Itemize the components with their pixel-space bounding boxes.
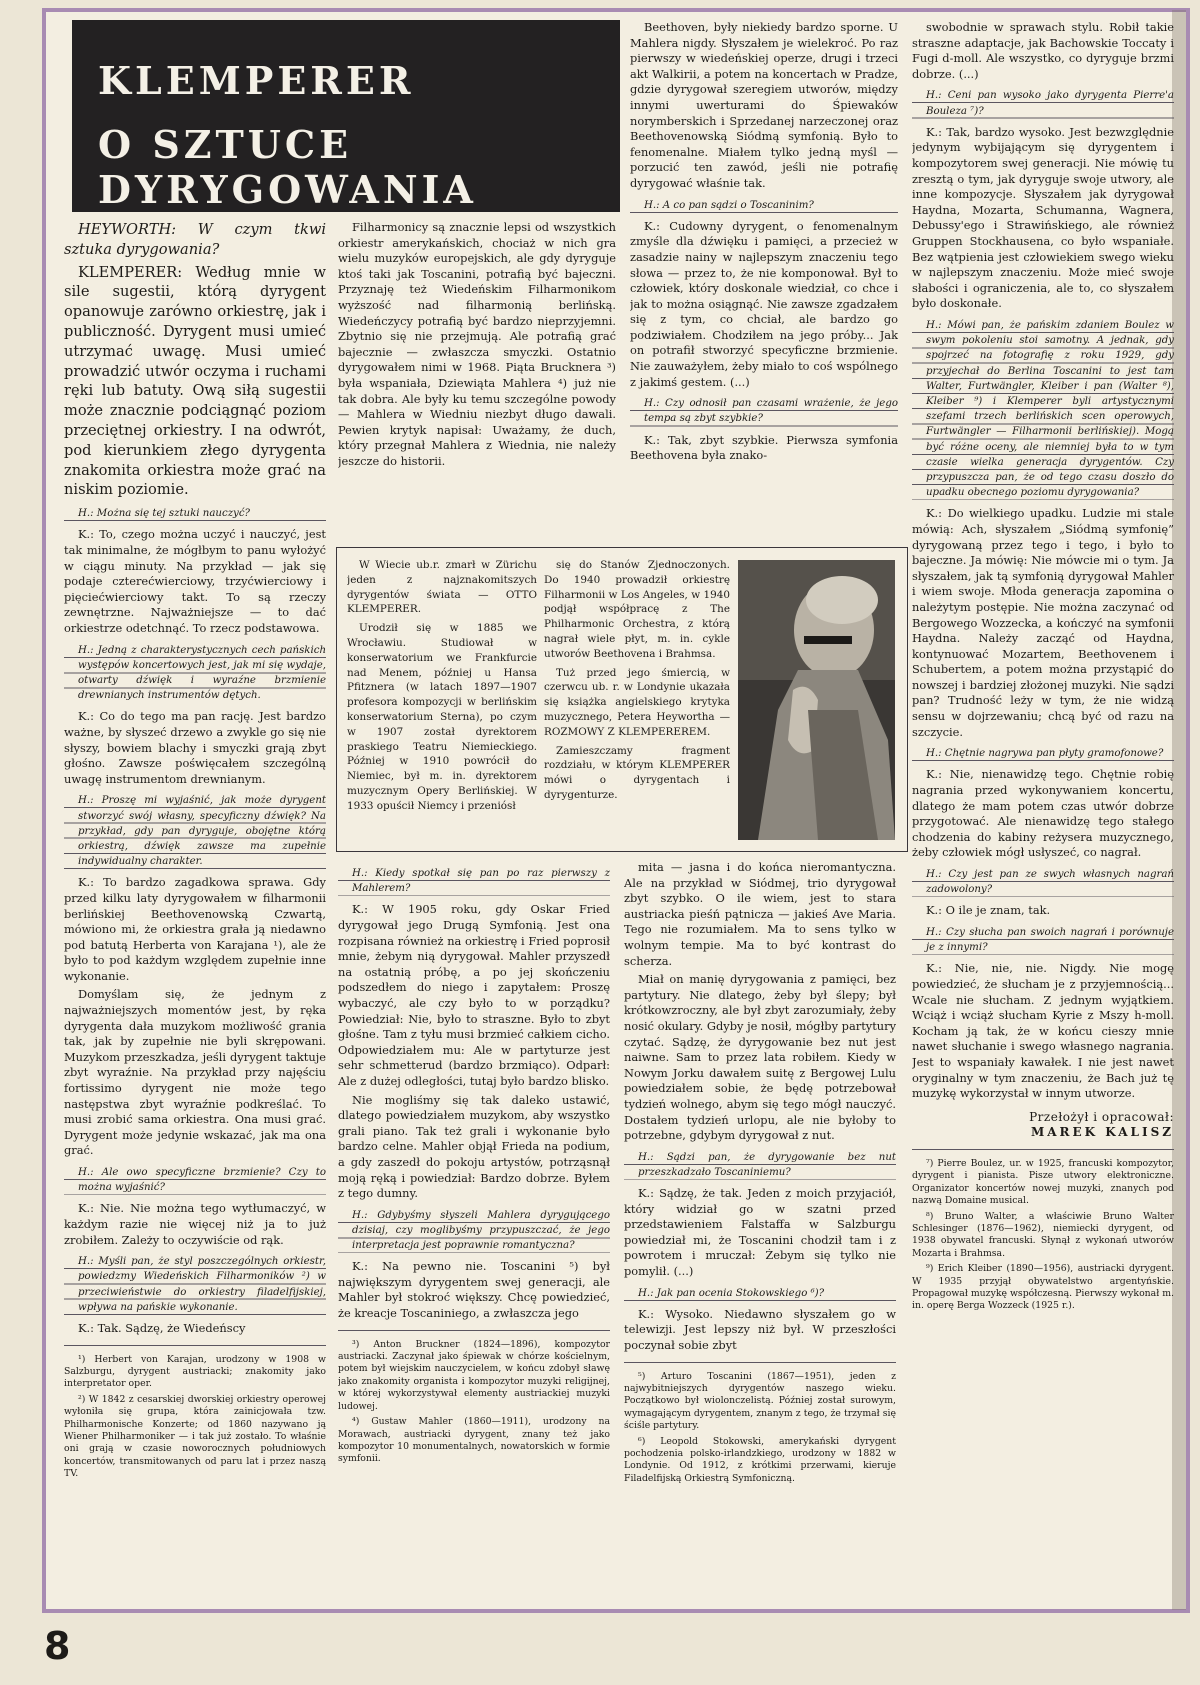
biography-column-2 xyxy=(544,558,730,843)
footnote: ⁸) Bruno Walter, a właściwie Bruno Walter Schlesinger (1876—1962), niemiecki dyrygent, od 1938 obywatel francuski. Słynął z wykonań utworów Mozarta i Brahmsa. xyxy=(912,1210,1174,1259)
answer-continued: Miał on manię dyrygowania z pamięci, bez partytury. Nie dlatego, żeby był ślepy; był krótkowzroczny, ale był zbyt zarozumiały, żeby nosić okulary. Gdyby je nosił, mógłby partytury czytać. Sądzę, że dyrygowanie bez nut jest naiwne. Sam to przez lata robiłem. Kiedy w Nowym Jorku dawałem suitę z Bergowej Lulu powiedziałem sobie, że będę potrzebował tydzień wolnego, abym się tego mógł nauczyć. Dostałem tydzień urlopu, ale nie byłoby to potrzebne, gdybym dyrygował z nut. xyxy=(624,972,896,1143)
column-2-top xyxy=(338,220,616,538)
biography-column-1 xyxy=(347,558,537,843)
portrait-illustration xyxy=(738,560,895,840)
question: H.: Można się tej sztuki nauczyć? xyxy=(64,506,326,521)
answer: K.: Nie, nienawidzę tego. Chętnie robię nagrania przed wykonywaniem koncertu, dlatego że mam potem czas utwór dobrze przygotować. Ale nienawidzę tego stałego chodzenia do kabiny reżysera muzycznego, żeby człowiek mógł usłyszeć, co nagrał. xyxy=(912,767,1174,860)
answer: K.: Nie, nie, nie. Nigdy. Nie mogę powiedzieć, że słucham je z przyjemnością... Wcale nie słucham. Z jednym wyjątkiem. Wciąż i wciąż słucham Kyrie z Mszy h-moll. Kocham ją tak, że w końcu cieszy mnie nawet słuchanie i swego własnego nagrania. Jest to wspaniały kawałek. I nie jest nawet oryginalny w tym znaczeniu, że Bach już tę muzykę wykorzystał w innym utworze. xyxy=(912,961,1174,1101)
footnote-divider xyxy=(624,1362,896,1363)
question: H.: Jak pan ocenia Stokowskiego ⁶)? xyxy=(624,1286,896,1301)
portrait-photo xyxy=(738,560,895,840)
answer: Domyślam się, że jednym z najważniejszych momentów jest, by ręka dyrygenta dała muzykom możliwość grania tak, jak by zupełnie nie byli skrępowani. Muzykom przeszkadza, jeśli dyrygent taktuje zbyt wyraźnie. Na przykład przy najęściu fortissimo dyrygent nie może tego następstwa zbyt wyraźnie podkreślać. To musi zrobić sama orkiestra. Ona musi grać. Dyrygent może jedynie wskazać, jak ma ona grać. xyxy=(64,987,326,1158)
answer: K.: Cudowny dyrygent, o fenomenalnym zmyśle dla dźwięku i pamięci, a przecież w zasadzie nainy w najlepszym znaczeniu tego słowa — przez to, że nie komponował. Był to człowiek, który doskonale wiedział, co chce i jak to można osiągnąć. Nie zawsze zgadzałem się z tym, co chciał, ale bardzo go podziwiałem. Chodziłem na jego próby... Jak on potrafił stworzyć specyficzne brzmienie. Nie zauważyłem, żeby miało to coś wspólnego z jakimś gestem. (...) xyxy=(630,218,898,389)
question: H.: Chętnie nagrywa pan płyty gramofonowe? xyxy=(912,746,1174,761)
column-2-bottom xyxy=(338,860,610,1608)
answer-continued: swobodnie w sprawach stylu. Robił takie straszne adaptacje, jak Bachowskie Toccaty i Fugi d-moll. Ale wszystko, co dyryguje brzmi dobrze. (...) xyxy=(912,20,1174,81)
footnote-divider xyxy=(64,1345,326,1346)
question: H.: Ale owo specyficzne brzmienie? Czy to można wyjaśnić? xyxy=(64,1165,326,1195)
footnote-divider xyxy=(912,1149,1174,1150)
lead-question: HEYWORTH: W czym tkwi sztuka dyrygowania? xyxy=(64,221,326,258)
question: H.: Czy jest pan ze swych własnych nagrań zadowolony? xyxy=(912,867,1174,897)
answer: K.: Do wielkiego upadku. Ludzie mi stale mówią: Ach, słyszałem „Siódmą symfonię” dyrygowaną przez tego i tego, i było to bajeczne. Ja mówię: Nie mówcie mi o tym. Ja słyszałem, jak tą symfonią dyrygował Mahler i wiem swoje. Młoda generacja zapomina o należytym postępie. Nie można zaczynać od Bergowego Wozzecka, a kończyć na symfonii Haydna. Należy zacząć od Haydna, kontynuować Mozartem, Beethovenem i Schubertem, a potem można przystąpić do nowszej i bardziej złożonej muzyki. Nie sądzi pan? Trudność leży w tym, że nie widzą sensu w dojrzewaniu; chcą być od razu na szczycie. xyxy=(912,506,1174,739)
translator-credit xyxy=(912,1110,1174,1141)
answer: K.: O ile je znam, tak. xyxy=(926,903,1051,918)
answer: K.: Nie. Nie można tego wytłumaczyć, w każdym razie nie więcej niż ja to już zrobiłem. Zależy to oczywiście od rąk. xyxy=(64,1201,326,1247)
question: H.: Myśli pan, że styl poszczególnych orkiestr, powiedzmy Wiedeńskich Filharmoników ²) w przeciwieństwie do orkiestry filadelfijskiej, wpływa na pańskie wykonanie. xyxy=(64,1254,326,1315)
question: H.: Mówi pan, że pańskim zdaniem Boulez w swym pokoleniu stoi samotny. A jednak, gdy spojrzeć na fotografię z roku 1929, gdy przyjechał do Berlina Toscanini to jest tam Walter, Furtwängler, Kleiber i pan (Walter ⁸), Kleiber ⁹) i Klemperer byli artystycznymi szefami trzech berlińskich scen operowych, Furtwängler — Filharmonii berlińskiej). Mogą być różne oceny, ale niemniej była to w tym czasie wielka generacja dyrygentów. Czy przypuszcza pan, że od tego czasu doszło do upadku obecnego poziomu dyrygowania? xyxy=(912,318,1174,500)
answer: K.: To, czego można uczyć i nauczyć, jest tak minimalne, że mógłbym to panu wyłożyć w ciągu minuty. Na przykład — jak się podaje czterećwierciowy, trzyćwierciowy i pięciećwierciowy takt. To są rzeczy zewnętrzne. Najważniejsze — to dać orkiestrze odetchnąć. To rzecz podstawowa. xyxy=(64,527,326,635)
column-3-bottom xyxy=(624,860,896,1608)
question: H.: Gdybyśmy słyszeli Mahlera dyrygującego dzisiaj, czy moglibyśmy przypuszczać, że jego interpretacja jest poprawnie romantyczna? xyxy=(338,1208,610,1254)
column-4 xyxy=(912,20,1174,1608)
footnote: ²) W 1842 z cesarskiej dworskiej orkiestry operowej wyłoniła się grupa, która zainicjowała tzw. Philharmonische Konzerte; od 1860 nazywano ją Wiener Philharmoniker — i tak już zostało. To właśnie oni grają w czasie noworocznych południowych koncertów, transmitowanych od paru lat i przez naszą TV. xyxy=(64,1393,326,1480)
biography-text: Tuż przed jego śmiercią, w czerwcu ub. r. w Londynie ukazała się książka angielskiego krytyka muzycznego, Petera Heyworthа — ROZMOWY Z KLEMPEREREM. xyxy=(544,666,730,738)
footnote: ⁴) Gustaw Mahler (1860—1911), urodzony na Morawach, austriacki dyrygent, znany też jako kompozytor 10 monumentalnych, nowatorskich w formie symfonii. xyxy=(338,1416,610,1465)
lead-answer: KLEMPERER: Według mnie w sile sugestii, którą dyrygent opanowuje zarówno orkiestrę, jak i publiczność. Dyrygent musi umieć utrzymać uwagę. Musi umieć prowadzić utwór oczyma i ruchami ręki lub batuty. Ową siłą sugestii może znacznie podciągnąć poziom przeciętnej orkiestry. I na odwrót, pod kierunkiem złego dyrygenta znakomita orkiestra może grać na niskim poziomie. xyxy=(64,263,326,499)
footnote: ⁵) Arturo Toscanini (1867—1951), jeden z najwybitniejszych dyrygentów naszego wieku. Początkowo był wiolonczelistą. Później został surowym, wymagającym dyrygentem, znanym z tego, że trzymał się ściśle partytury. xyxy=(624,1370,896,1432)
footnote: ⁹) Erich Kleiber (1890—1956), austriacki dyrygent. W 1935 przyjął obywatelstwo argentyńskie. Propagował muzykę współczesną. Pierwszy wykonał m. in. operę Berga Wozzeck (1925 r.). xyxy=(912,1263,1174,1312)
answer: K.: Co do tego ma pan rację. Jest bardzo ważne, by słyszeć drzewo a zwykle go się nie słyszy, bowiem blachy i smyczki grają zbyt głośno. Zawsze poświęcałem szczególną uwagę instrumentom drewnianym. xyxy=(64,709,326,786)
footnote: ⁷) Pierre Boulez, ur. w 1925, francuski kompozytor, dyrygent i pianista. Pisze utwory elektroniczne. Organizator koncertów nowej muzyki, znanych pod nazwą Domaine musical. xyxy=(912,1157,1174,1207)
answer: K.: To bardzo zagadkowa sprawa. Gdy przed kilku laty dyrygowałem w filharmonii berlińskiej Beethovenowską Czwartą, mówiono mi, że orkiestra grała ją niedawno pod batutą Herberta von Karajana ¹), ale że było to pod każdym względem zupełnie inne wykonanie. xyxy=(64,875,326,983)
biography-intro: W Wiecie ub.r. zmarł w Zürichu jeden z najznakomitszych dyrygentów świata — OTTO KLEMPERER. xyxy=(347,559,537,616)
question: H.: Czy słucha pan swoich nagrań i porównuje je z innymi? xyxy=(912,925,1174,955)
question: H.: Sądzi pan, że dyrygowanie bez nut przeszkadzało Toscaniniemu? xyxy=(624,1150,896,1180)
biography-text: Urodził się w 1885 we Wrocławiu. Studiował w konserwatorium we Frankfurcie nad Menem, później u Hansa Pfitznera (w latach 1897—1907 profesora kompozycji w berlińskim konserwatorium Sterna), po czym w 1907 został dyrektorem praskiego Teatru Niemieckiego. Później w 1910 powrócił do Niemiec, był m. in. dyrektorem muzycznym Opery Berlińskiej. W 1933 opuścił Niemcy i przeniósł xyxy=(347,622,537,812)
answer: K.: Na pewno nie. Toscanini ⁵) był największym dyrygentem swej generacji, ale Mahler był stokroć większy. Chcę powiedzieć, że kreacje Toscaniniego, a zwłaszcza jego xyxy=(338,1259,610,1321)
answer: K.: W 1905 roku, gdy Oskar Fried dyrygował jego Drugą Symfonią. Jest ona rozpisana również na orkiestrę i Fried poprosił mnie, żebym nią dyrygował. Mahler przyszedł na ostatnią próbę, a po jej skończeniu podszedłem do niego i zapytałem: Proszę wybaczyć, ale czy było to w porządku? Powiedział: Nie, było to straszne. Było to zbyt głośne. Tam z tyłu musi brzmieć całkiem cicho. Odpowiedziałem mu: Ale w partyturze jest sehr schmetterud (bardzo brzmiąco). Odparł: Ale z dużej odległości, tutaj było bardzo blisko. xyxy=(338,902,610,1088)
answer-continued: Beethoven, były niekiedy bardzo sporne. U Mahlera nigdy. Słyszałem je wielekroć. Po raz pierwszy w wiedeńskiej operze, drugi i trzeci akt Walkirii, a potem na koncertach w Pradze, gdzie dyrygował szeregiem utworów, między innymi uwerturami do Śpiewaków norymberskich i Sprzedanej narzeczonej oraz Beethovenowską Siódmą symfonią. Było to fenomenalne. Miałem tylko jedną myśl — porzucić ten zawód, jeśli nie potrafię dyrygować właśnie tak. xyxy=(630,20,898,190)
question: H.: Jedną z charakterystycznych cech pańskich występów koncertowych jest, jak mi się wydaje, otwarty dźwięk i wyraźne brzmienie drewnianych instrumentów dętych. xyxy=(64,643,326,704)
answer: K.: Tak, bardzo wysoko. Jest bezwzględnie jedynym wybijającym się dyrygentem i kompozytorem swej generacji. Nie mówię tu zresztą o tym, jak dyryguje swoje utwory, ale inne kompozycje. Słyszałem jak dyrygował Haydna, Mozarta, Schumanna, Wagnera, Debussy'ego i Strawińskiego, ale również Gruppen Stockhausena, co było wspaniałe. Bez wątpienia jest człowiekiem swego wieku w najlepszym znaczeniu. Może mieć swoje słabości i ograniczenia, ale to, co słyszałem było doskonałe. xyxy=(912,124,1174,311)
biography-text: Zamieszczamy fragment rozdziału, w którym KLEMPERER mówi o dyrygentach i dyrygenturze. xyxy=(544,744,730,801)
biography-box xyxy=(336,547,908,852)
binding-shadow xyxy=(1172,10,1186,1610)
answer-continued: mita — jasna i do końca nieromantyczna. Ale na przykład w Siódmej, trio dyrygował zbyt szybko. O ile wiem, jest to stara austriacka pieśń pątnicza — jakieś Ave Maria. Tego nie rozumiałem. Ma to sens tylko w wolnym tempie. Ma to być kontrast do scherza. xyxy=(624,860,896,968)
footnote-divider xyxy=(338,1330,610,1331)
answer: K.: Tak, zbyt szybkie. Pierwsza symfonia Beethovena była znako- xyxy=(630,432,898,463)
question: H.: A co pan sądzi o Toscaninim? xyxy=(630,198,898,213)
question: H.: Ceni pan wysoko jako dyrygenta Pierre'a Bouleza ⁷)? xyxy=(912,88,1174,118)
question: H.: Proszę mi wyjaśnić, jak może dyrygent stworzyć swój własny, specyficzny dźwięk? Na przykład, gdy pan dyryguje, obojętne którą orkiestrą, dźwięk zawsze ma zupełnie indywidualny charakter. xyxy=(64,793,326,869)
credit-name: MAREK KALISZ xyxy=(1030,1125,1174,1140)
question: H.: Czy odnosił pan czasami wrażenie, że jego tempa są zbyt szybkie? xyxy=(630,396,898,426)
footnote: ⁶) Leopold Stokowski, amerykański dyrygent pochodzenia polsko-irlandzkiego, urodzony w 1882 w Londynie. Od 1912, z krótkimi przerwami, kieruje Filadelfijską Orkiestrą Symfoniczną. xyxy=(624,1435,896,1484)
headline-line1: KLEMPERER xyxy=(98,58,415,103)
question: H.: Kiedy spotkał się pan po raz pierwszy z Mahlerem? xyxy=(338,866,610,896)
answer: K.: Tak. Sądzę, że Wiedeńscy xyxy=(78,1321,246,1335)
footnote: ¹) Herbert von Karajan, urodzony w 1908 w Salzburgu, dyrygent austriacki; znakomity jako interpretator oper. xyxy=(64,1353,326,1390)
headline-box xyxy=(72,20,620,212)
biography-text: się do Stanów Zjednoczonych. Do 1940 prowadził orkiestrę Filharmonii w Los Angeles, w 1940 podjął współpracę z The Philharmonic Orchestra, z którą nagrał wiele płyt, m. in. cykle utworów Beethovena i Brahmsa. xyxy=(544,559,730,660)
column-3-top xyxy=(630,20,898,540)
credit-label: Przełożył i opracował: xyxy=(1029,1109,1174,1124)
column-1 xyxy=(64,220,326,1608)
answer: K.: Wysoko. Niedawno słyszałem go w telewizji. Jest lepszy niż był. W przeszłości poczynał sobie zbyt xyxy=(624,1306,896,1353)
answer: K.: Sądzę, że tak. Jeden z moich przyjaciół, który widział go w szatni przed przedstawieniem Falstaffa w Salzburgu powiedział mi, że Toscanini chodził tam i z powrotem i mruczał: Żebym się tylko nie pomylił. (...) xyxy=(624,1186,896,1279)
footnote: ³) Anton Bruckner (1824—1896), kompozytor austriacki. Zaczynał jako śpiewak w chórze kościelnym, potem był wiejskim nauczycielem, w końcu zdobył sławę jako znakomity organista i kompozytor muzyki religijnej, w której wykorzystywał elementy austriackiej muzyki ludowej. xyxy=(338,1338,610,1412)
answer: Nie mogliśmy się tak daleko ustawić, dlatego powiedziałem muzykom, aby wszystko grali piano. Tak też grali i wykonanie było bardzo celne. Mahler objął Frieda na podium, a gdy zaszedł do pokoju artystów, potrząsnął moją ręką i powiedział: Bardzo dobrze. Byłem z tego dumny. xyxy=(338,1092,610,1201)
answer-continued: Filharmonicy są znacznie lepsi od wszystkich orkiestr amerykańskich, chociaż w nich gra wielu muzyków europejskich, ale gdy dyryguje ktoś taki jak Toscanini, potrafią być bajeczni. Przyznaję też Wiedeńskim Filharmonikom wyższość nad filharmonią berlińską. Wiedeńczycy potrafią być bardzo nieprzyjemni. Zbytnio się nie przejmują. Ale potrafią grać bajecznie — zwłaszcza smyczki. Ostatnio dyrygowałem nimi w 1968. Piąta Brucknera ³) była wspaniała, Dziewiąta Mahlera ⁴) już nie tak dobra. Ale były ku temu szczególne powody — Mahlera w Wiedniu niezbyt długo dawali. Pewien krytyk napisał: Uważamy, że duch, który przegnał Mahlera z Wiednia, nie należy jeszcze do historii. xyxy=(338,220,616,468)
headline-line2: O SZTUCE DYRYGOWANIA xyxy=(98,122,477,212)
page-number: 8 xyxy=(44,1624,71,1668)
